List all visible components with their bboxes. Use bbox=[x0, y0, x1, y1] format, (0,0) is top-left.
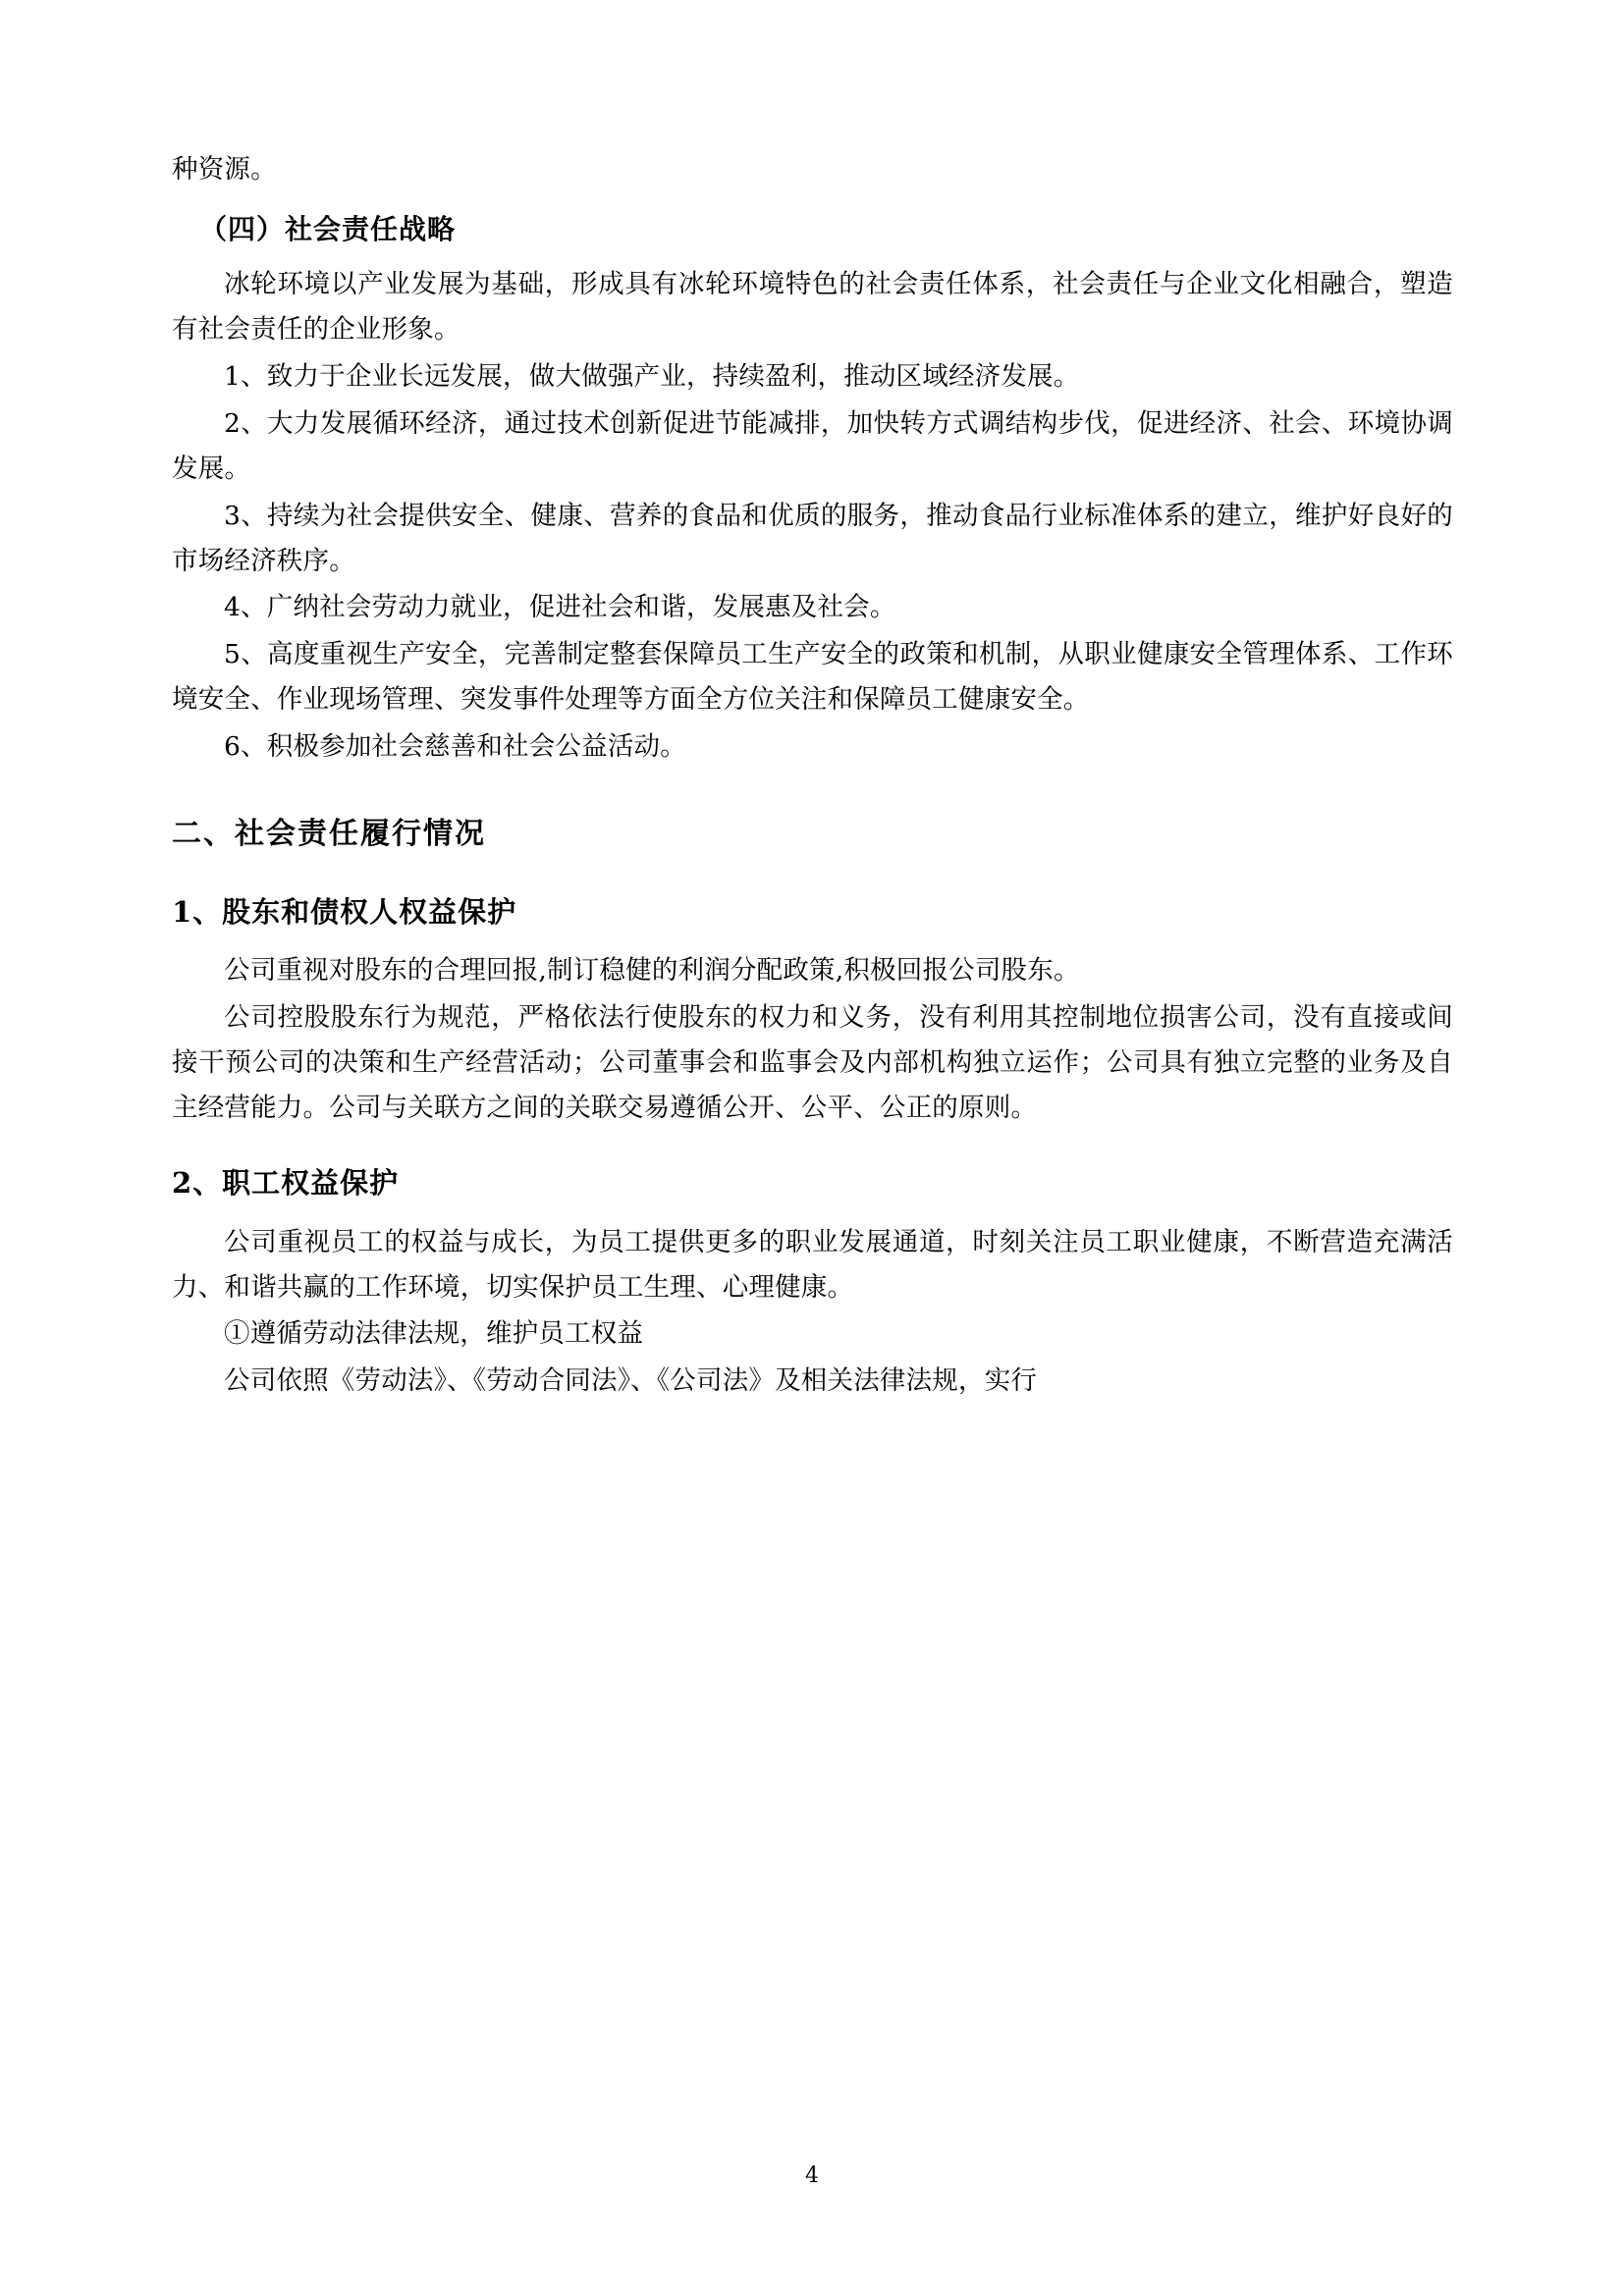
heading-shareholder-creditor-protection: 1、股东和债权人权益保护 bbox=[172, 894, 517, 929]
paragraph-strategy-item-4: 4、广纳社会劳动力就业，促进社会和谐，发展惠及社会。 bbox=[224, 592, 896, 623]
paragraph-labor-law-compliance-title: ①遵循劳动法律法规，维护员工权益 bbox=[224, 1318, 644, 1350]
paragraph-strategy-item-6: 6、积极参加社会慈善和社会公益活动。 bbox=[224, 730, 686, 762]
heading-section-two: 二、社会责任履行情况 bbox=[172, 816, 486, 851]
document-body bbox=[172, 147, 1453, 1404]
paragraph-shareholder-return: 公司重视对股东的合理回报,制订稳健的利润分配政策,积极回报公司股东。 bbox=[224, 955, 1080, 987]
paragraph-employee-growth: 公司重视员工的权益与成长，为员工提供更多的职业发展通道，时刻关注员工职业健康，不断营造充满活力、和谐共赢的工作环境，切实保护员工生理、心理健康。 bbox=[172, 1226, 1453, 1303]
paragraph-continuation: 种资源。 bbox=[172, 154, 277, 185]
paragraph-controlling-shareholder: 公司控股股东行为规范，严格依法行使股东的权力和义务，没有利用其控制地位损害公司，没有直接或间接干预公司的决策和生产经营活动；公司董事会和监事会及内部机构独立运作；公司具有独立完整的业务及自主经营能力。公司与关联方之间的关联交易遵循公开、公平、公正的原则。 bbox=[172, 1001, 1453, 1123]
page-number: 4 bbox=[805, 2163, 819, 2188]
paragraph-strategy-item-1: 1、致力于企业长远发展，做大做强产业，持续盈利，推动区域经济发展。 bbox=[224, 361, 1080, 393]
paragraph-strategy-item-5: 5、高度重视生产安全，完善制定整套保障员工生产安全的政策和机制，从职业健康安全管理体系、工作环境安全、作业现场管理、突发事件处理等方面全方位关注和保障员工健康安全。 bbox=[172, 639, 1453, 716]
paragraph-labor-law-compliance-body: 公司依照《劳动法》、《劳动合同法》、《公司法》及相关法律法规，实行 bbox=[224, 1365, 1038, 1397]
heading-social-responsibility-strategy: （四）社会责任战略 bbox=[199, 212, 457, 245]
paragraph-strategy-item-2: 2、大力发展循环经济，通过技术创新促进节能减排，加快转方式调结构步伐，促进经济、社会、环境协调发展。 bbox=[172, 407, 1453, 484]
heading-employee-rights-protection: 2、职工权益保护 bbox=[172, 1166, 400, 1201]
paragraph-strategy-intro: 冰轮环境以产业发展为基础，形成具有冰轮环境特色的社会责任体系，社会责任与企业文化相融合，塑造有社会责任的企业形象。 bbox=[172, 269, 1453, 346]
paragraph-strategy-item-3: 3、持续为社会提供安全、健康、营养的食品和优质的服务，推动食品行业标准体系的建立，维护好良好的市场经济秩序。 bbox=[172, 500, 1453, 576]
